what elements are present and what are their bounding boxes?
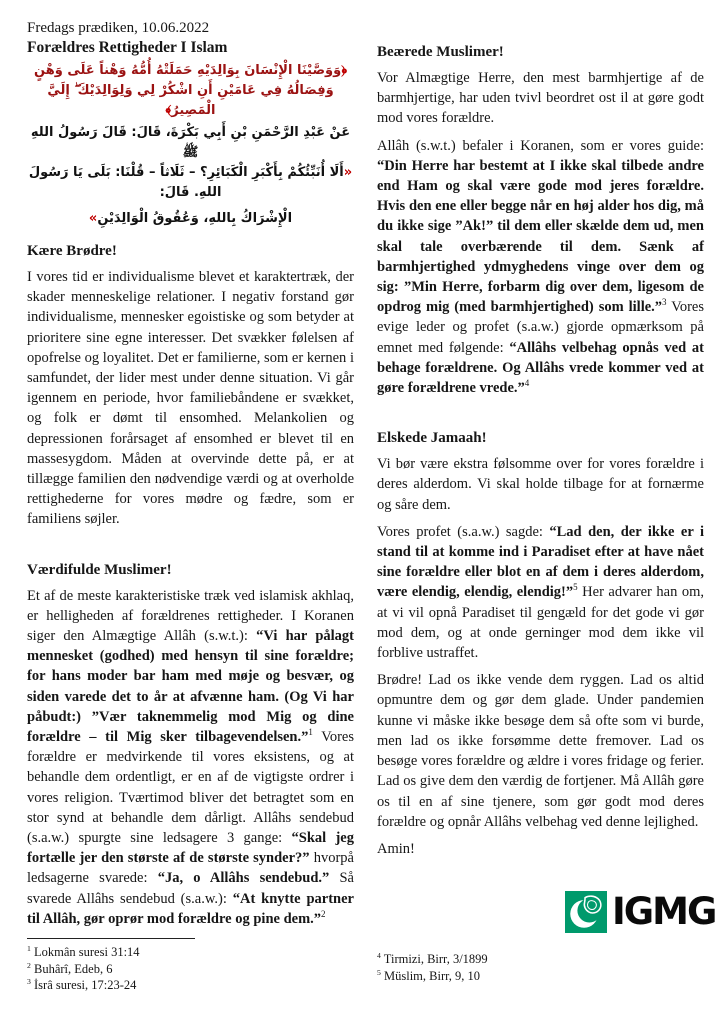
paragraph-amin: Amin!: [377, 840, 415, 857]
section-heading-beaerede-muslimer: Beærede Muslimer!: [377, 44, 504, 60]
close-guillemet: »: [88, 211, 98, 226]
hadith-line1-text: أَلَا أُنَبِّئُكُمْ بِأَكْبَرِ الْكَبَائِرِ؟ – ثَلَاثاً – قُلْنَا: بَلَى يَا رَسُولَ اللهِ. قَالَ:: [28, 165, 344, 200]
footnote-item: $^4$ Tirmizi, Birr, 3/1899: [377, 950, 488, 966]
ornate-close-bracket: ﴾: [165, 103, 172, 118]
quran-verse-text: وَوَصَّيْنَا الْإِنْسَانَ بِوَالِدَيْهِ حَمَلَتْهُ أُمُّهُ وَهْناً عَلَى وَهْنٍ وَفِصَالُهُ فِي عَامَيْنِ أَنِ اشْكُرْ لِي وَلِوَالِدَيْكَ ۖ إِلَيَّ الْمَصِيرُ: [34, 63, 342, 118]
open-guillemet: «: [343, 165, 353, 180]
paragraph: Allâh (s.w.t.) befaler i Koranen, som er vores guide: “Din Herre har bestemt at I ikke skal tilbede andre end Ham og skal være gode mod jeres forældre. Hvis den ene eller begge når en høj alder hos dig, må du ikke sige ”Ak!” til dem eller skælde dem ud, men skal tale overbærende til dem. Sænk af barmhjertighed ydmyghedens vinge over dem og sig: ”Min Herre, forbarm dig over dem, ligesom de opdrog mig (med barmhjertighed) som lille.”$^3$ Vores evige leder og profet (s.a.w.) gjorde opmærksom på emnet med følgende: “Allâhs velbehag opnås ved at behage forældrene. Og Allâhs vrede kommer ved at gøre forældrene vrede.”$^4$: [377, 137, 704, 397]
hadith-narration-arabic: عَنْ عَبْدِ الرَّحْمَنِ بْنِ أَبِي بَكْرَةَ، قَالَ: قَالَ رَسُولُ اللهِ ﷺ: [30, 125, 351, 160]
section-heading-elskede-jamaah: Elskede Jamaah!: [377, 430, 487, 447]
section-heading-vaerdifulde-muslimer: Værdifulde Muslimer!: [27, 561, 172, 578]
paragraph: Vores profet (s.a.w.) sagde: “Lad den, der ikke er i stand til at komme ind i Paradiset efter at have nået sine forældre eller blot en af dem i deres alderdom, være elendig, elendig, elendig!”$^5$ Her advarer han om, at vi vil opnå Paradiset til gengæld for det gode vi gør mod dem, og at onde gerninger mod dem ikke vil forblive ustraffet.: [377, 523, 704, 662]
igmg-logo-text: IGMG: [612, 890, 716, 933]
section-heading-kaere-broedre: Kære Brødre!: [27, 243, 117, 259]
page-title: Forældres Rettigheder I Islam: [27, 39, 228, 56]
quran-verse-arabic: [27, 61, 354, 121]
ornate-open-bracket: ﴿: [341, 63, 347, 78]
footnotes-right: [377, 952, 704, 985]
footnote-item: $^1$ Lokmân suresi 31:14: [27, 943, 140, 959]
right-column: [377, 18, 704, 866]
igmg-crescent-icon: [565, 891, 607, 933]
paragraph: Brødre! Lad os ikke vende dem ryggen. Lad os altid opmuntre dem og gør dem glade. Under pandemien kunne vi måske ikke besøge dem så ofte som vi burde, men lad os ikke forsømme dette fremover. Lad os besøge vores forældre og ældre i vores fridage og ferier. Lad os give dem den værdig de fortjener. Må Allâh gøre os til en af sine tjenere, som gør godt mod deres forældre og opnår Allâhs velbehag ved denne lejlighed.: [377, 672, 704, 830]
footnote-item: $^5$ Müslim, Birr, 9, 10: [377, 967, 481, 983]
igmg-logo: [565, 891, 715, 933]
paragraph: Vor Almægtige Herre, den mest barmhjertige af de barmhjertige, har uden tvivl beordret ost il at gøre godt mod vores forældre.: [377, 70, 704, 127]
footnote-item: $^3$ İsrâ suresi, 17:23-24: [27, 976, 137, 992]
left-column: [27, 18, 354, 936]
footnote-item: $^2$ Buhârî, Edeb, 6: [27, 960, 113, 976]
hadith-line2-text: الْإِشْرَاكُ بِاللهِ، وَعُقُوقُ الْوَالِدَيْنِ: [97, 211, 293, 226]
document-header: [27, 18, 354, 58]
footnote-separator: [27, 938, 195, 939]
paragraph: Vi bør være ekstra følsomme over for vores forældre i deres alderdom. Vi skal holde tilbage for at fornærme og såre dem.: [377, 456, 704, 513]
hadith-text-arabic-line1: [27, 163, 354, 203]
date-line: Fredags prædiken, 10.06.2022: [27, 20, 210, 36]
hadith-text-arabic-line2: [27, 209, 354, 229]
paragraph: I vores tid er individualisme blevet et karaktertræk, der skader menneskelige relationer. I negativ forstand gør individualisme, mennesker egoistiske og som betyder at prioritere sine egne interesser. Det svækker følelsen af opofrelse og loyalitet. Det er familierne, som er kernen i samfundet, der lider mest under denne situation. Vi går igennem en periode, hvor familiebåndene er svækket, og folk er dømt til ensomhed. Melankolien og depressionen forårsaget af ensomhed er blevet til en massesygdom. Måden at overvinde dette på, er at tillægge familien den nødvendige værdi og at overholde rettighederne for vores mødre og fædre, som er familiens søjler.: [27, 269, 354, 528]
paragraph: Et af de meste karakteristiske træk ved islamisk akhlaq, er helligheden af forældrenes rettigheder. I Koranen siger den Almægtige Allâh (s.w.t.): “Vi har pålagt mennesket (godhed) med hensyn til sine forældre; for hans moder bar ham med møje og besvær, og siden varede det to år at afvænne ham. (Og Vi har påbudt:) ”Vær taknemmelig mod Mig og dine forældre – til Mig sker tilbagevendelsen.”$^1$ Vores forældre er medvirkende til vores eksistens, og at behandle dem ordentligt, er en af de vigtigste ordrer i vores religion. Tværtimod bliver det betragtet som en stor synd at behandle dem dårligt. Allâhs sendebud (s.a.w.) spurgte sine ledsagere 3 gange: “Skal jeg fortælle jer den største af de største synder?” hvorpå ledsagerne svarede: “Ja, o Allâhs sendebud.” Så svarede Allâhs sendebud (s.a.w.): “At knytte partner til Allâh, gør oprør mod forældre og pine dem.”$^2$: [27, 587, 354, 927]
footnotes-left: [27, 938, 354, 995]
arabic-quote-block: [27, 61, 354, 229]
